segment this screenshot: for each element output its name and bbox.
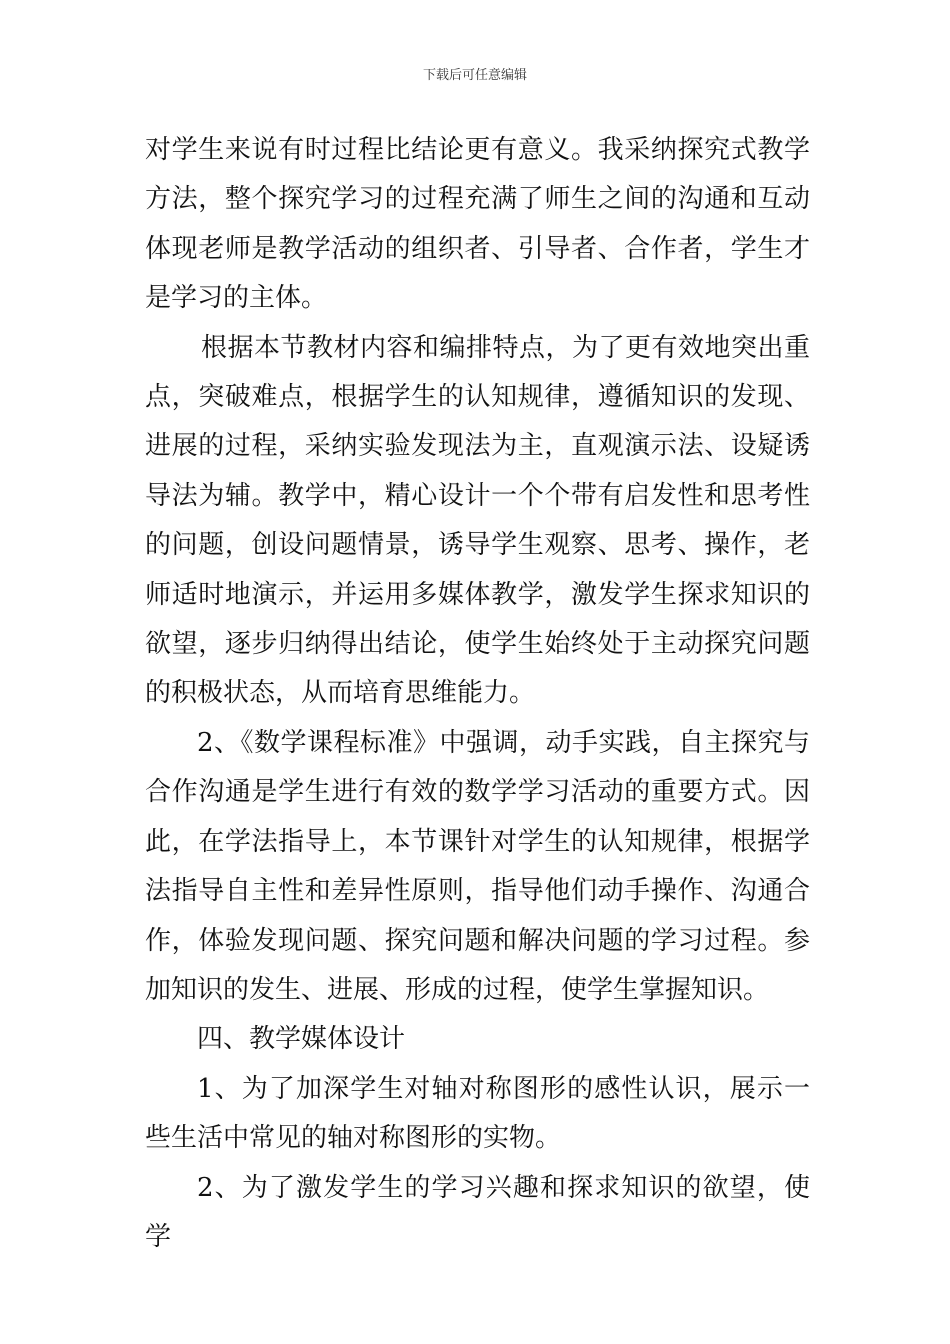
page-header: 下载后可任意编辑	[422, 68, 527, 83]
paragraph-media-item-1: 1、为了加深学生对轴对称图形的感性认识，展示一些生活中常见的轴对称图形的实物。	[145, 1073, 810, 1154]
paragraph-learning-method: 2、《数学课程标准》中强调，动手实践，自主探究与合作沟通是学生进行有效的数学学习活动的重要方式。因此，在学法指导上，本节课针对学生的认知规律，根据学法指导自主性和差异性原则，指导他们动手操作、沟通合作，体验发现问题、探究问题和解决问题的学习过程。参加知识的发生、进展、形成的过程，使学生掌握知识。	[145, 727, 810, 1005]
section-heading-media-design: 四、教学媒体设计	[197, 1024, 406, 1055]
paragraph-continuation: 对学生来说有时过程比结论更有意义。我采纳探究式教学方法，整个探究学习的过程充满了师生之间的沟通和互动体现老师是教学活动的组织者、引导者、合作者，学生才是学习的主体。	[145, 135, 810, 314]
paragraph-media-item-2: 2、为了激发学生的学习兴趣和探求知识的欲望，使学	[145, 1172, 810, 1252]
paragraph-teaching-method: 根据本节教材内容和编排特点，为了更有效地突出重点，突破难点，根据学生的认知规律，遵循知识的发现、进展的过程，采纳实验发现法为主，直观演示法、设疑诱导法为辅。教学中，精心设计一个个带有启发性和思考性的问题，创设问题情景，诱导学生观察、思考、操作，老师适时地演示，并运用多媒体教学，激发学生探求知识的欲望，逐步归纳得出结论，使学生始终处于主动探究问题的积极状态，从而培育思维能力。	[145, 332, 810, 709]
document-body	[145, 126, 810, 1262]
